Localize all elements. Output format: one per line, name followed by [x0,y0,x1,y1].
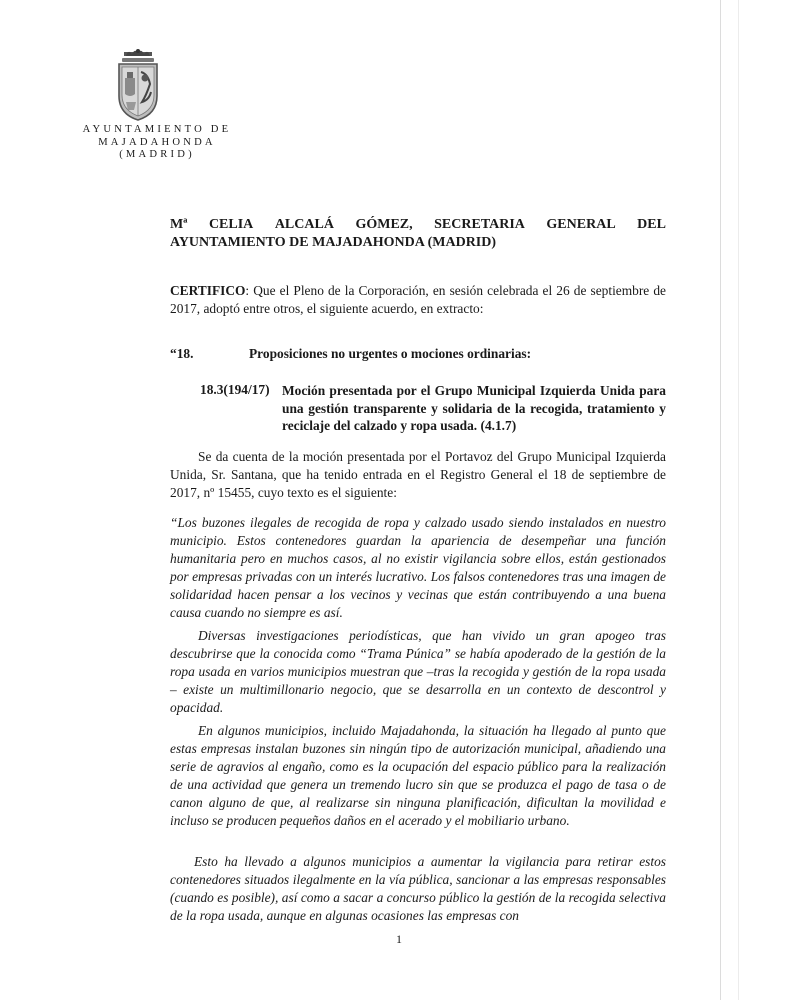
heading-word: CELIA [208,217,254,232]
heading-word: DEL [637,217,666,232]
heading-word: ALCALÁ [274,217,334,232]
section-title: Proposiciones no urgentes o mociones ordinarias: [249,346,532,361]
heading-line-1 [170,216,666,234]
heading-word: GENERAL [546,217,616,232]
document-heading [170,216,666,252]
coat-of-arms-icon [116,48,160,122]
quote-paragraph-2: Diversas investigaciones periodísticas, que han vivido un gran apogeo tras descubrirse que la conocida como “Trama Púnica” se había apoderado de la gestión de la ropa usada en varios municipios muestran que –tras la recogida y gestión de la ropa usada – existe un multimillonario negocio, que se desarrolla en un contexto de descontrol y opacidad. [170,628,666,715]
subsection-number: 18.3(194/17) [200,382,270,397]
intro-paragraph: Se da cuenta de la moción presentada por el Portavoz del Grupo Municipal Izquierda Unida, Sr. Santana, que ha tenido entrada en el Registro General el 18 de septiembre de 2017, nº 15455, cuyo texto es el siguiente: [170,449,666,500]
heading-word: GÓMEZ, [355,217,413,232]
quote-paragraph-4: Esto ha llevado a algunos municipios a aumentar la vigilancia para retirar estos contenedores situados ilegalmente en la vía pública, sancionar a las empresas responsables (cuando es posible), así como a sacar a concurso público la gestión de la recogida selectiva de la ropa usada, aunque en algunas ocasiones las empresas con [170,854,666,923]
org-line: AYUNTAMIENTO DE [82,124,232,135]
certifico-text: : Que el Pleno de la Corporación, en sesión celebrada el 26 de septiembre de 2017, adoptó entre otros, el siguiente acuerdo, en extracto: [170,283,666,316]
org-line: (MADRID) [119,149,195,160]
page-number: 1 [396,932,402,946]
heading-line-2: AYUNTAMIENTO DE MAJADAHONDA (MADRID) [170,235,497,250]
quote-paragraph-1: “Los buzones ilegales de recogida de ropa y calzado usado siendo instalados en nuestro municipio. Estos contenedores guardan la apariencia de desempeñar una función humanitaria pero en muchos casos, al no existir vigilancia sobre ellos, están gestionados por empresas privadas con un interés lucrativo. Los falsos contenedores tras una imagen de solidaridad hacen pensar a los vecinos y vecinas que están contribuyendo a una buena causa cuando no siempre es así. [170,515,666,620]
section-number: “18. [170,346,194,361]
heading-word: Mª [170,217,188,232]
certifico-paragraph [170,282,666,318]
scan-edge-line [720,0,721,1000]
certifico-label: CERTIFICO [170,283,246,298]
org-line: MAJADAHONDA [98,136,216,148]
organization-name [62,124,252,162]
subsection-title: Moción presentada por el Grupo Municipal Izquierda Unida para una gestión transparente y solidaria de la recogida, tratamiento y reciclaje del calzado y ropa usada. (4.1.7) [282,383,666,433]
quote-paragraph-3: En algunos municipios, incluido Majadahonda, la situación ha llegado al punto que estas empresas instalan buzones sin ningún tipo de autorización municipal, añadiendo una serie de agravios al engaño, como es la ocupación del espacio público para la realización de una actividad que genera un tremendo lucro sin que se produzca el pago de tasa o de canon alguno de que, al realizarse sin ninguna planificación, dificultan la movilidad e incluso se producen pequeños daños en el acerado y el mobiliario urbano. [170,723,666,828]
scan-edge-line [738,0,739,1000]
heading-word: SECRETARIA [434,217,525,232]
